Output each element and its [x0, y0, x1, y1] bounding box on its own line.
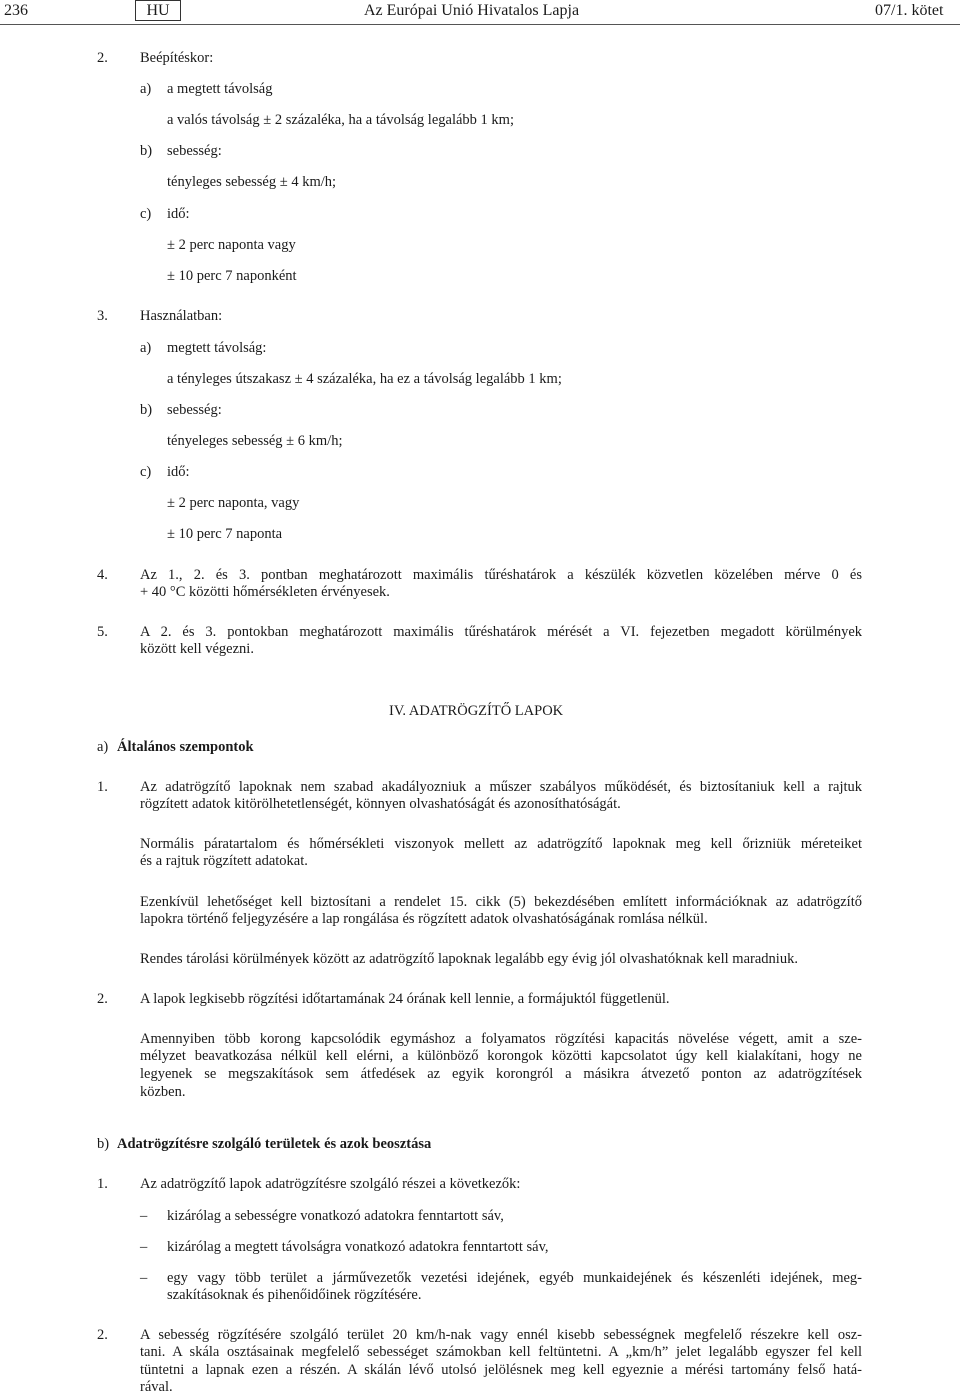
section-3-number: 3. [97, 308, 108, 324]
page-number: 236 [4, 2, 28, 19]
section-2-a-text: a valós távolság ± 2 százaléka, ha a távolság legalább 1 km; [167, 112, 514, 128]
general-q2-line-1: Amennyiben több korong kapcsolódik egymáshoz a folyamatos rögzítési kapacitás növelése végett, amit a sze- [140, 1031, 862, 1047]
general-p2-line-2: és a rajtuk rögzített adatokat. [140, 853, 308, 869]
recording-item-2: kizárólag a megtett távolságra vonatkozó adatokra fenntartott sáv, [167, 1239, 549, 1255]
recording-p1-number: 1. [97, 1176, 108, 1192]
recording-item-3-line-1: egy vagy több terület a járművezetők vezetési idejének, egyéb munkaidejének és készenléti idejének, meg- [167, 1270, 862, 1286]
recording-p1-line-1: Az adatrögzítő lapok adatrögzítésre szolgáló részei a következők: [140, 1176, 521, 1192]
journal-title: Az Európai Unió Hivatalos Lapja [364, 2, 580, 19]
section-5-line-2: között kell végezni. [140, 641, 254, 657]
section-3-c-text-2: ± 10 perc 7 naponta [167, 526, 283, 542]
section-4-number: 4. [97, 567, 108, 583]
section-5-line-1: A 2. és 3. pontokban meghatározott maximális tűréshatárok mérését a VI. fejezetben megadott körülmények [140, 624, 862, 640]
recording-label: b) [97, 1136, 110, 1152]
section-2-b-title: sebesség: [167, 143, 222, 159]
general-label: a) [97, 739, 109, 755]
section-2-b-label: b) [140, 143, 153, 159]
header-rule [0, 24, 960, 25]
section-2-a-label: a) [140, 81, 152, 97]
general-q1-number: 2. [97, 991, 108, 1007]
volume-label: 07/1. kötet [875, 2, 944, 19]
section-2-c-title: idő: [167, 206, 190, 222]
recording-p2-line-4: rával. [140, 1379, 173, 1395]
language-badge: HU [135, 0, 181, 21]
general-p1-line-1: Az adatrögzítő lapoknak nem szabad akadályozniuk a műszer szabályos működését, és biztosítaniuk kell a rajtuk [140, 779, 862, 795]
general-p1-line-2: rögzített adatok kitörölhetetlenségét, könnyen olvashatóságát és azonosíthatóságát. [140, 796, 621, 812]
recording-dash-1: – [140, 1208, 148, 1224]
section-2-c-label: c) [140, 206, 152, 222]
section-3-a-text: a tényleges útszakasz ± 4 százaléka, ha ez a távolság legalább 1 km; [167, 371, 562, 387]
section-4-line-1: Az 1., 2. és 3. pontban meghatározott maximális tűréshatárok a készülék közvetlen közelében mérve 0 és [140, 567, 862, 583]
section-4-line-2: + 40 °C közötti hőmérsékleten érvényesek. [140, 584, 390, 600]
recording-p2-line-1: A sebesség rögzítésére szolgáló terület 20 km/h-nak vagy ennél kisebb sebességnek megfelelő részekre kell osz- [140, 1327, 862, 1343]
section-2-b-text: tényleges sebesség ± 4 km/h; [167, 174, 337, 190]
recording-heading: Adatrögzítésre szolgáló területek és azok beosztása [117, 1136, 432, 1152]
general-p1-number: 1. [97, 779, 108, 795]
recording-p2-number: 2. [97, 1327, 108, 1343]
section-3-a-title: megtett távolság: [167, 340, 267, 356]
section-2-a-title: a megtett távolság [167, 81, 273, 97]
general-q2-line-4: közben. [140, 1084, 186, 1100]
general-q2-line-2: mélyzet beavatkozása nélkül kell elérni, a különböző korongok közötti kapcsolatot úgy kell kialakítani, hogy ne [140, 1048, 862, 1064]
chapter-heading: IV. ADATRÖGZÍTŐ LAPOK [389, 703, 564, 719]
general-heading: Általános szempontok [117, 739, 254, 755]
section-2-title: Beépítéskor: [140, 50, 214, 66]
recording-p2-line-2: tani. A skála osztásainak megfelelő sebességet számokban kell feltüntetni. A „km/h” jelet legalább egyszer fel kell [140, 1344, 862, 1360]
recording-item-1: kizárólag a sebességre vonatkozó adatokra fenntartott sáv, [167, 1208, 504, 1224]
section-2-number: 2. [97, 50, 108, 66]
section-3-c-title: idő: [167, 464, 190, 480]
recording-item-3-line-2: szakításoknak és pihenőidőinek rögzítésére. [167, 1287, 422, 1303]
page-header [0, 0, 960, 22]
section-5-number: 5. [97, 624, 108, 640]
section-2-c-text-1: ± 2 perc naponta vagy [167, 237, 296, 253]
section-3-b-text: tényeleges sebesség ± 6 km/h; [167, 433, 343, 449]
general-p3-line-2: lapokra történő feljegyzésére a lap rongálása és rögzített adatok olvashatóságának romlása nélkül. [140, 911, 708, 927]
general-p4-line-1: Rendes tárolási körülmények között az adatrögzítő lapoknak legalább egy évig jól olvashatóknak kell maradniuk. [140, 951, 798, 967]
recording-dash-2: – [140, 1239, 148, 1255]
section-3-title: Használatban: [140, 308, 223, 324]
general-q2-line-3: legyenek se megszakítások sem átfedések az egyik korongról a másikra átvezető ponton az adatrögzítések [140, 1066, 862, 1082]
section-3-b-label: b) [140, 402, 153, 418]
general-p3-line-1: Ezenkívül lehetőséget kell biztosítani a rendelet 15. cikk (5) bekezdésében említett információknak az adatrögzítő [140, 894, 862, 910]
section-2-c-text-2: ± 10 perc 7 naponként [167, 268, 297, 284]
section-3-c-text-1: ± 2 perc naponta, vagy [167, 495, 300, 511]
general-q1-line-1: A lapok legkisebb rögzítési időtartamának 24 órának kell lennie, a formájuktól függetlenül. [140, 991, 670, 1007]
section-3-a-label: a) [140, 340, 152, 356]
section-3-b-title: sebesség: [167, 402, 222, 418]
recording-dash-3: – [140, 1270, 148, 1286]
recording-p2-line-3: tüntetni a lapnak ezen a részén. A skálán lévő utolsó jelölésnek meg kell egyeznie a mérési tartomány felső hatá- [140, 1362, 862, 1378]
section-3-c-label: c) [140, 464, 152, 480]
general-p2-line-1: Normális páratartalom és hőmérsékleti viszonyok mellett az adatrögzítő lapoknak meg kell őrizniük méreteiket [140, 836, 862, 852]
